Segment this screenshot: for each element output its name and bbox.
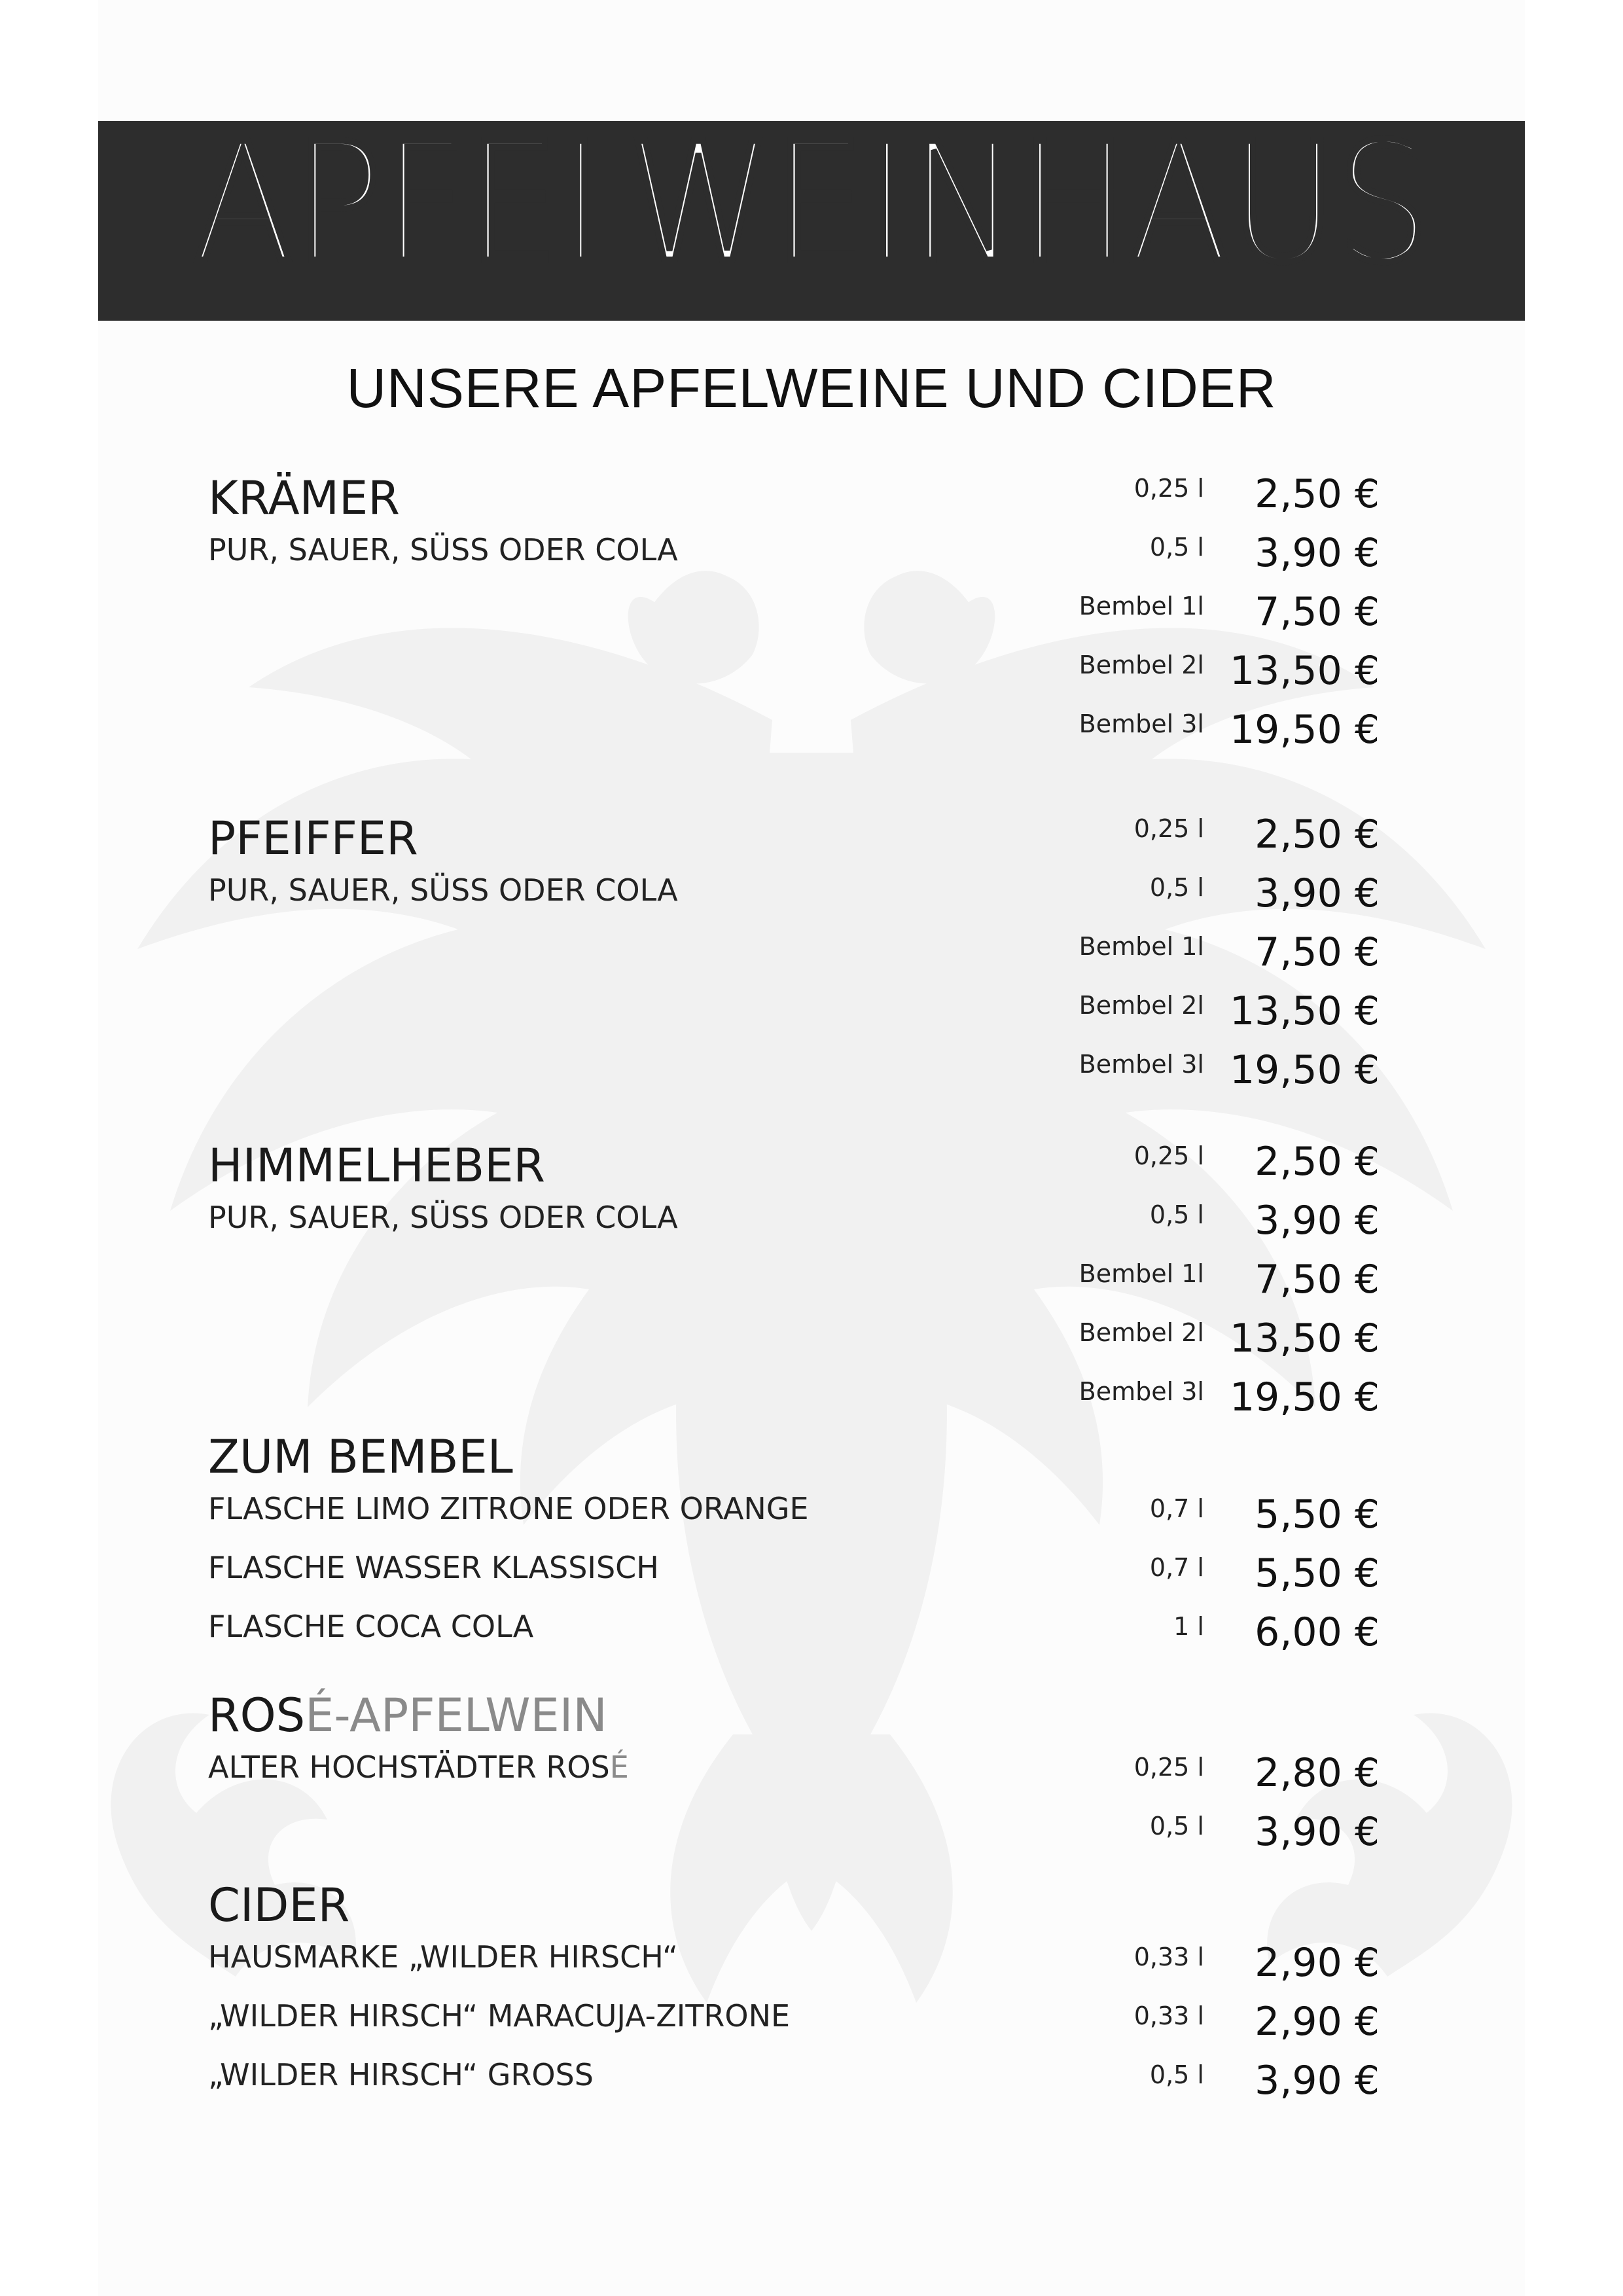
volume-label: 0,5 l [1149, 533, 1204, 562]
volume-label: 1 l [1173, 1612, 1204, 1641]
brand-name: APFELWEINHAUS [193, 121, 1430, 298]
price-label: 2,90 € [1255, 1999, 1380, 2045]
volume-label: 0,7 l [1149, 1553, 1204, 1582]
section-title-accent: É-APFELWEIN [305, 1689, 607, 1742]
section-description [208, 1749, 629, 1785]
section-title: PFEIFFER [208, 812, 418, 865]
section-title: KRÄMER [208, 471, 400, 525]
volume-label: 0,5 l [1149, 1812, 1204, 1840]
price-label: 13,50 € [1229, 988, 1380, 1034]
section-description: PUR, SAUER, SÜSS ODER COLA [208, 1200, 678, 1235]
price-label: 7,50 € [1255, 1257, 1380, 1302]
volume-label: Bembel 1l [1079, 592, 1204, 620]
price-label: 7,50 € [1255, 589, 1380, 635]
item-description: „WILDER HIRSCH“ MARACUJA-ZITRONE [208, 1998, 791, 2034]
price-label: 2,90 € [1255, 1940, 1380, 1986]
item-description: FLASCHE COCA COLA [208, 1609, 534, 1644]
volume-label: 0,7 l [1149, 1494, 1204, 1523]
volume-label: 0,5 l [1149, 1200, 1204, 1229]
price-label: 7,50 € [1255, 929, 1380, 975]
volume-label: 0,25 l [1133, 474, 1204, 503]
section-description: PUR, SAUER, SÜSS ODER COLA [208, 532, 678, 567]
price-label: 2,80 € [1255, 1750, 1380, 1796]
volume-label: Bembel 3l [1079, 709, 1204, 738]
header-banner [98, 121, 1525, 321]
item-description: „WILDER HIRSCH“ GROSS [208, 2057, 594, 2092]
volume-label: 0,25 l [1133, 1753, 1204, 1782]
volume-label: 0,33 l [1133, 2001, 1204, 2030]
price-label: 2,50 € [1255, 1139, 1380, 1185]
volume-label: Bembel 3l [1079, 1377, 1204, 1406]
item-description: HAUSMARKE „WILDER HIRSCH“ [208, 1939, 679, 1975]
volume-label: Bembel 2l [1079, 651, 1204, 679]
volume-label: 0,25 l [1133, 1141, 1204, 1170]
price-label: 3,90 € [1255, 1809, 1380, 1855]
price-label: 3,90 € [1255, 2058, 1380, 2104]
price-label: 19,50 € [1229, 707, 1380, 753]
item-description: FLASCHE WASSER KLASSISCH [208, 1550, 659, 1585]
volume-label: 0,5 l [1149, 2060, 1204, 2089]
volume-label: Bembel 1l [1079, 1259, 1204, 1288]
price-label: 2,50 € [1255, 812, 1380, 857]
volume-label: Bembel 2l [1079, 1318, 1204, 1347]
section-title-main: ROS [208, 1689, 306, 1742]
volume-label: 0,33 l [1133, 1943, 1204, 1971]
brand-logo [98, 121, 1525, 321]
item-description: FLASCHE LIMO ZITRONE ODER ORANGE [208, 1491, 809, 1526]
section-description: PUR, SAUER, SÜSS ODER COLA [208, 872, 678, 908]
price-label: 3,90 € [1255, 530, 1380, 576]
price-label: 13,50 € [1229, 1316, 1380, 1361]
volume-label: Bembel 2l [1079, 991, 1204, 1020]
section-description-accent: É [609, 1749, 629, 1785]
price-label: 19,50 € [1229, 1374, 1380, 1420]
section-title: ZUM BEMBEL [208, 1430, 513, 1484]
section-title: HIMMELHEBER [208, 1139, 546, 1193]
price-label: 19,50 € [1229, 1047, 1380, 1093]
price-label: 2,50 € [1255, 471, 1380, 517]
price-label: 3,90 € [1255, 870, 1380, 916]
price-label: 6,00 € [1255, 1609, 1380, 1655]
section-description-main: ALTER HOCHSTÄDTER ROS [208, 1749, 610, 1785]
volume-label: Bembel 3l [1079, 1050, 1204, 1079]
volume-label: 0,25 l [1133, 814, 1204, 843]
price-label: 5,50 € [1255, 1551, 1380, 1596]
price-label: 5,50 € [1255, 1492, 1380, 1537]
volume-label: 0,5 l [1149, 873, 1204, 902]
section-title [208, 1689, 607, 1742]
section-title: CIDER [208, 1878, 350, 1932]
page-title: UNSERE APFELWEINE UND CIDER [346, 357, 1277, 419]
volume-label: Bembel 1l [1079, 932, 1204, 961]
price-label: 3,90 € [1255, 1198, 1380, 1244]
price-label: 13,50 € [1229, 648, 1380, 694]
